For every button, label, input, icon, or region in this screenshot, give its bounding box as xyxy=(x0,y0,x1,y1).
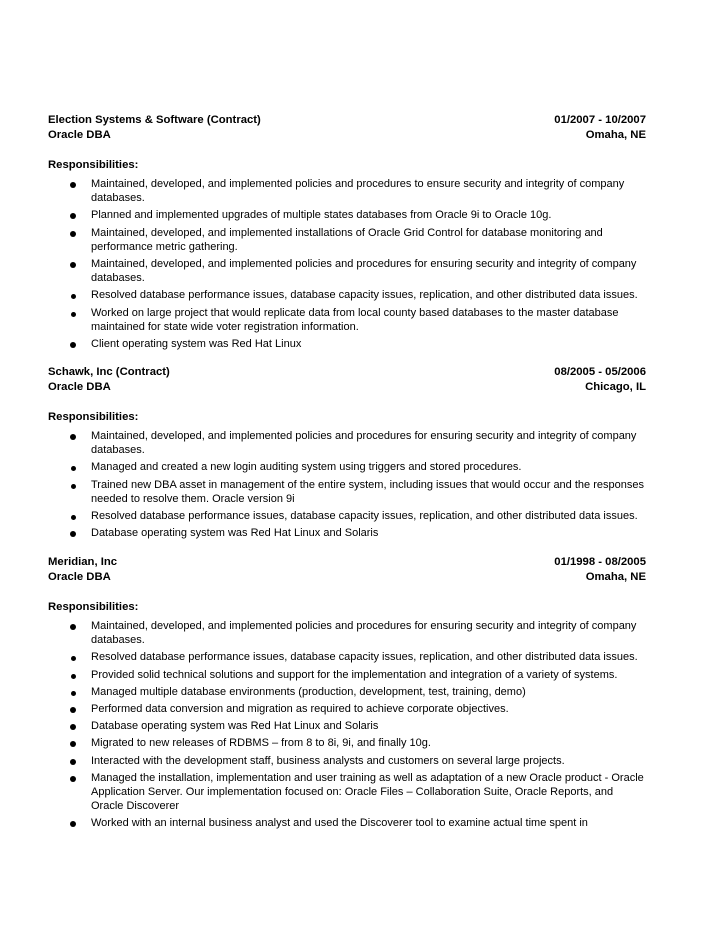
bullet-icon xyxy=(70,434,76,440)
job-title-row xyxy=(48,128,646,143)
bullet-icon xyxy=(70,759,76,765)
company-name: Schawk, Inc (Contract) xyxy=(48,366,170,378)
list-item xyxy=(48,177,646,205)
list-item xyxy=(48,719,646,733)
responsibilities-heading: Responsibilities: xyxy=(48,159,139,171)
job-title: Oracle DBA xyxy=(48,381,111,393)
job-location: Chicago, IL xyxy=(585,381,646,393)
responsibilities-list xyxy=(48,429,646,540)
bullet-text: Database operating system was Red Hat Linux and Solaris xyxy=(91,720,379,733)
job-dates: 01/1998 - 08/2005 xyxy=(554,556,646,568)
list-item xyxy=(48,702,646,716)
list-item xyxy=(48,736,646,750)
list-item xyxy=(48,257,646,285)
bullet-icon xyxy=(71,294,76,299)
job-title: Oracle DBA xyxy=(48,129,111,141)
list-item xyxy=(48,526,646,540)
bullet-icon xyxy=(71,656,76,661)
bullet-text: Performed data conversion and migration as required to achieve corporate objectives. xyxy=(91,703,509,716)
company-name: Meridian, Inc xyxy=(48,556,118,568)
bullet-text: Managed multiple database environments (production, development, test, training, demo) xyxy=(91,685,526,698)
list-item xyxy=(48,460,646,474)
company-name: Election Systems & Software (Contract) xyxy=(48,114,261,126)
bullet-text: Managed and created a new login auditing system using triggers and stored procedures. xyxy=(91,461,522,474)
bullet-icon xyxy=(70,531,76,537)
bullet-icon xyxy=(70,741,76,747)
bullet-text: Managed the installation, implementation and user training as well as adaptation of a new Oracle product - Oracle Application Server. Our implementation focused on: Oracle Files – Collaboration Suite, Oracle Reports, and Oracle Discoverer xyxy=(91,771,644,813)
job-header-row xyxy=(48,113,646,128)
bullet-text: Migrated to new releases of RDBMS – from 8 to 8i, 9i, and finally 10g. xyxy=(91,737,431,750)
responsibilities-heading: Responsibilities: xyxy=(48,411,139,423)
list-item xyxy=(48,771,646,814)
job-location: Omaha, NE xyxy=(585,571,646,583)
list-item xyxy=(48,754,646,768)
bullet-icon xyxy=(70,776,76,782)
bullet-icon xyxy=(70,213,76,219)
list-item xyxy=(48,685,646,699)
list-item xyxy=(48,226,646,254)
responsibilities-heading: Responsibilities: xyxy=(48,601,139,613)
bullet-icon xyxy=(71,674,76,679)
list-item xyxy=(48,478,646,506)
job-header-row xyxy=(48,555,646,570)
bullet-icon xyxy=(71,515,76,520)
bullet-icon xyxy=(70,624,76,630)
bullet-text: Maintained, developed, and implemented installations of Oracle Grid Control for database monitoring and performance metric gathering. xyxy=(91,226,603,253)
bullet-icon xyxy=(71,312,76,317)
bullet-icon xyxy=(70,262,76,268)
job-title-row xyxy=(48,380,646,395)
bullet-icon xyxy=(70,231,76,237)
job-dates: 01/2007 - 10/2007 xyxy=(554,114,646,126)
bullet-text: Worked with an internal business analyst and used the Discoverer tool to examine actual time spent in xyxy=(91,817,588,830)
bullet-icon xyxy=(71,466,76,471)
bullet-text: Client operating system was Red Hat Linux xyxy=(91,338,302,351)
list-item xyxy=(48,509,646,523)
bullet-icon xyxy=(70,707,76,713)
bullet-text: Trained new DBA asset in management of the entire system, including issues that would occur and the responses needed to resolve them. Oracle version 9i xyxy=(91,478,644,505)
bullet-text: Resolved database performance issues, database capacity issues, replication, and other distributed data issues. xyxy=(91,651,638,664)
bullet-text: Interacted with the development staff, business analysts and customers on several large projects. xyxy=(91,754,565,767)
job-entry-schawk xyxy=(48,365,646,543)
job-dates: 08/2005 - 05/2006 xyxy=(554,366,646,378)
job-title: Oracle DBA xyxy=(48,571,111,583)
list-item xyxy=(48,816,646,830)
bullet-icon xyxy=(70,821,76,827)
bullet-text: Maintained, developed, and implemented policies and procedures for ensuring security and integrity of company databases. xyxy=(91,258,637,285)
job-header-row xyxy=(48,365,646,380)
bullet-text: Provided solid technical solutions and support for the implementation and integration of a variety of systems. xyxy=(91,668,618,681)
bullet-text: Resolved database performance issues, database capacity issues, replication, and other distributed data issues. xyxy=(91,289,638,302)
bullet-text: Maintained, developed, and implemented policies and procedures to ensure security and integrity of company databases. xyxy=(91,178,625,205)
bullet-text: Maintained, developed, and implemented policies and procedures for ensuring security and integrity of company databases. xyxy=(91,620,637,647)
bullet-icon xyxy=(70,724,76,730)
list-item xyxy=(48,429,646,457)
job-title-row xyxy=(48,570,646,585)
list-item xyxy=(48,668,646,682)
job-entry-meridian xyxy=(48,555,646,834)
job-location: Omaha, NE xyxy=(585,129,646,141)
list-item xyxy=(48,306,646,334)
bullet-text: Worked on large project that would replicate data from local county based databases to the master database maintained for state wide voter registration information. xyxy=(91,306,619,333)
list-item xyxy=(48,288,646,302)
list-item xyxy=(48,619,646,647)
bullet-text: Maintained, developed, and implemented policies and procedures for ensuring security and integrity of company databases. xyxy=(91,430,637,457)
list-item xyxy=(48,337,646,351)
bullet-icon xyxy=(70,342,76,348)
bullet-icon xyxy=(70,182,76,188)
job-entry-election-systems xyxy=(48,113,646,354)
responsibilities-list xyxy=(48,619,646,831)
bullet-icon xyxy=(71,691,76,696)
bullet-text: Planned and implemented upgrades of multiple states databases from Oracle 9i to Oracle 10g. xyxy=(91,209,552,222)
list-item xyxy=(48,650,646,664)
bullet-icon xyxy=(71,484,76,489)
bullet-text: Database operating system was Red Hat Linux and Solaris xyxy=(91,527,379,540)
list-item xyxy=(48,208,646,222)
responsibilities-list xyxy=(48,177,646,351)
bullet-text: Resolved database performance issues, database capacity issues, replication, and other distributed data issues. xyxy=(91,510,638,523)
